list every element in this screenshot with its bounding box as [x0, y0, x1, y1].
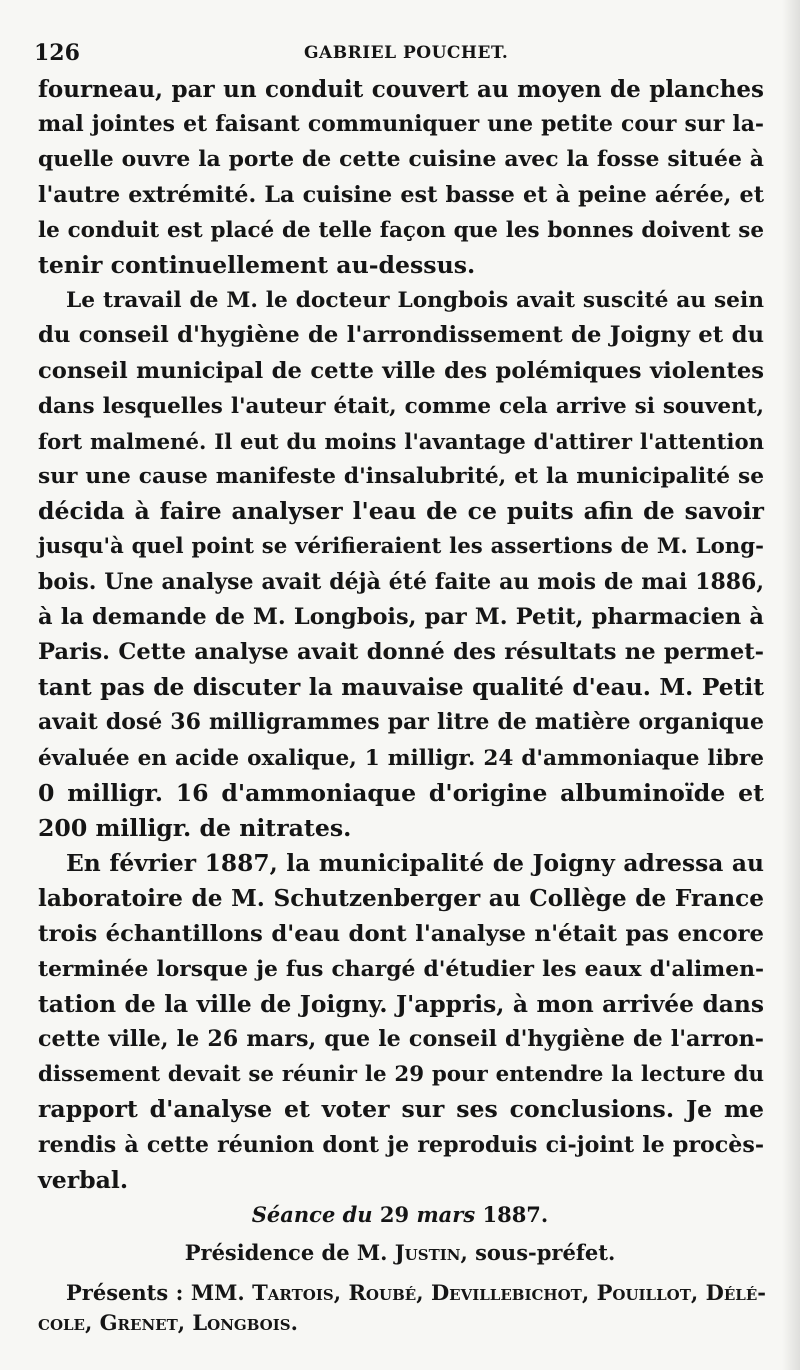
text-line: décida à faire analyser l'eau de ce puits afin de savoir	[38, 497, 764, 526]
text-line: dissement devait se réunir le 29 pour entendre la lecture du	[38, 1062, 764, 1088]
seance-year: 1887.	[482, 1202, 549, 1227]
text-line: du conseil d'hygiène de l'arrondissement de Joigny et du	[38, 322, 764, 349]
presidence-line	[0, 1240, 800, 1265]
page-edge-shadow	[782, 0, 800, 1370]
presents-line-1	[66, 1278, 766, 1308]
presents-names-2: cole, Grenet, Longbois.	[38, 1310, 298, 1335]
text-line: tenir continuellement au-dessus.	[38, 250, 476, 279]
presidence-prefix: Présidence de M.	[184, 1240, 388, 1265]
text-line: En février 1887, la municipalité de Joigny adressa au	[66, 849, 764, 878]
text-line: laboratoire de M. Schutzenberger au Collège de France	[38, 885, 764, 913]
text-line: bois. Une analyse avait déjà été faite au mois de mai 1886,	[38, 568, 764, 595]
text-line: avait dosé 36 milligrammes par litre de matière organique	[38, 709, 764, 736]
text-line: verbal.	[38, 1165, 129, 1194]
text-line: tant pas de discuter la mauvaise qualité d'eau. M. Petit	[38, 673, 764, 702]
text-line: rendis à cette réunion dont je reproduis ci-joint le procès-	[38, 1131, 764, 1158]
text-line: l'autre extrémité. La cuisine est basse et à peine aérée, et	[38, 181, 764, 208]
text-line: cette ville, le 26 mars, que le conseil d'hygiène de l'arron-	[38, 1026, 764, 1053]
text-line: 200 milligr. de nitrates.	[38, 813, 352, 842]
presents-list	[38, 1278, 766, 1338]
text-line: 0 milligr. 16 d'ammoniaque d'origine albuminoïde et	[38, 778, 764, 807]
text-line: à la demande de M. Longbois, par M. Petit, pharmacien à	[38, 603, 764, 630]
seance-month: mars	[416, 1202, 476, 1227]
text-line: conseil municipal de cette ville des polémiques violentes	[38, 357, 764, 384]
text-line: Le travail de M. le docteur Longbois avait suscité au sein	[66, 288, 764, 314]
text-line: sur une cause manifeste d'insalubrité, et la municipalité se	[38, 464, 764, 490]
text-line: fourneau, par un conduit couvert au moyen de planches	[38, 76, 764, 103]
text-line: trois échantillons d'eau dont l'analyse n'était pas encore	[38, 920, 764, 947]
presents-names-1: Tartois, Roubé, Devillebichot, Pouillot, Délé-	[252, 1280, 766, 1305]
seance-label: Séance du	[251, 1202, 373, 1227]
text-line: fort malmené. Il eut du moins l'avantage d'attirer l'attention	[38, 428, 764, 454]
text-line: évaluée en acide oxalique, 1 milligr. 24 d'ammoniaque libre	[38, 745, 764, 771]
text-line: tation de la ville de Joigny. J'appris, à mon arrivée dans	[38, 989, 764, 1018]
presidence-name: Justin	[394, 1240, 461, 1265]
seance-date: 29	[379, 1202, 410, 1227]
running-head	[34, 40, 764, 70]
page-number: 126	[34, 40, 80, 66]
text-line: rapport d'analyse et voter sur ses conclusions. Je me	[38, 1095, 764, 1124]
text-line: mal jointes et faisant communiquer une petite cour sur la-	[38, 111, 764, 138]
text-line: le conduit est placé de telle façon que les bonnes doivent se	[38, 217, 764, 243]
text-line: terminée lorsque je fus chargé d'étudier les eaux d'alimen-	[38, 956, 764, 982]
text-line: Paris. Cette analyse avait donné des résultats ne permet-	[38, 639, 764, 665]
text-line: dans lesquelles l'auteur était, comme cela arrive si souvent,	[38, 393, 764, 419]
presents-label: Présents : MM.	[66, 1280, 245, 1305]
text-line: jusqu'à quel point se vérifieraient les assertions de M. Long-	[38, 534, 764, 560]
seance-heading	[0, 1202, 800, 1227]
text-line: quelle ouvre la porte de cette cuisine avec la fosse située à	[38, 146, 764, 173]
running-title: GABRIEL POUCHET.	[304, 43, 509, 63]
body-text	[38, 72, 764, 1198]
presidence-suffix: , sous-préfet.	[460, 1240, 616, 1265]
